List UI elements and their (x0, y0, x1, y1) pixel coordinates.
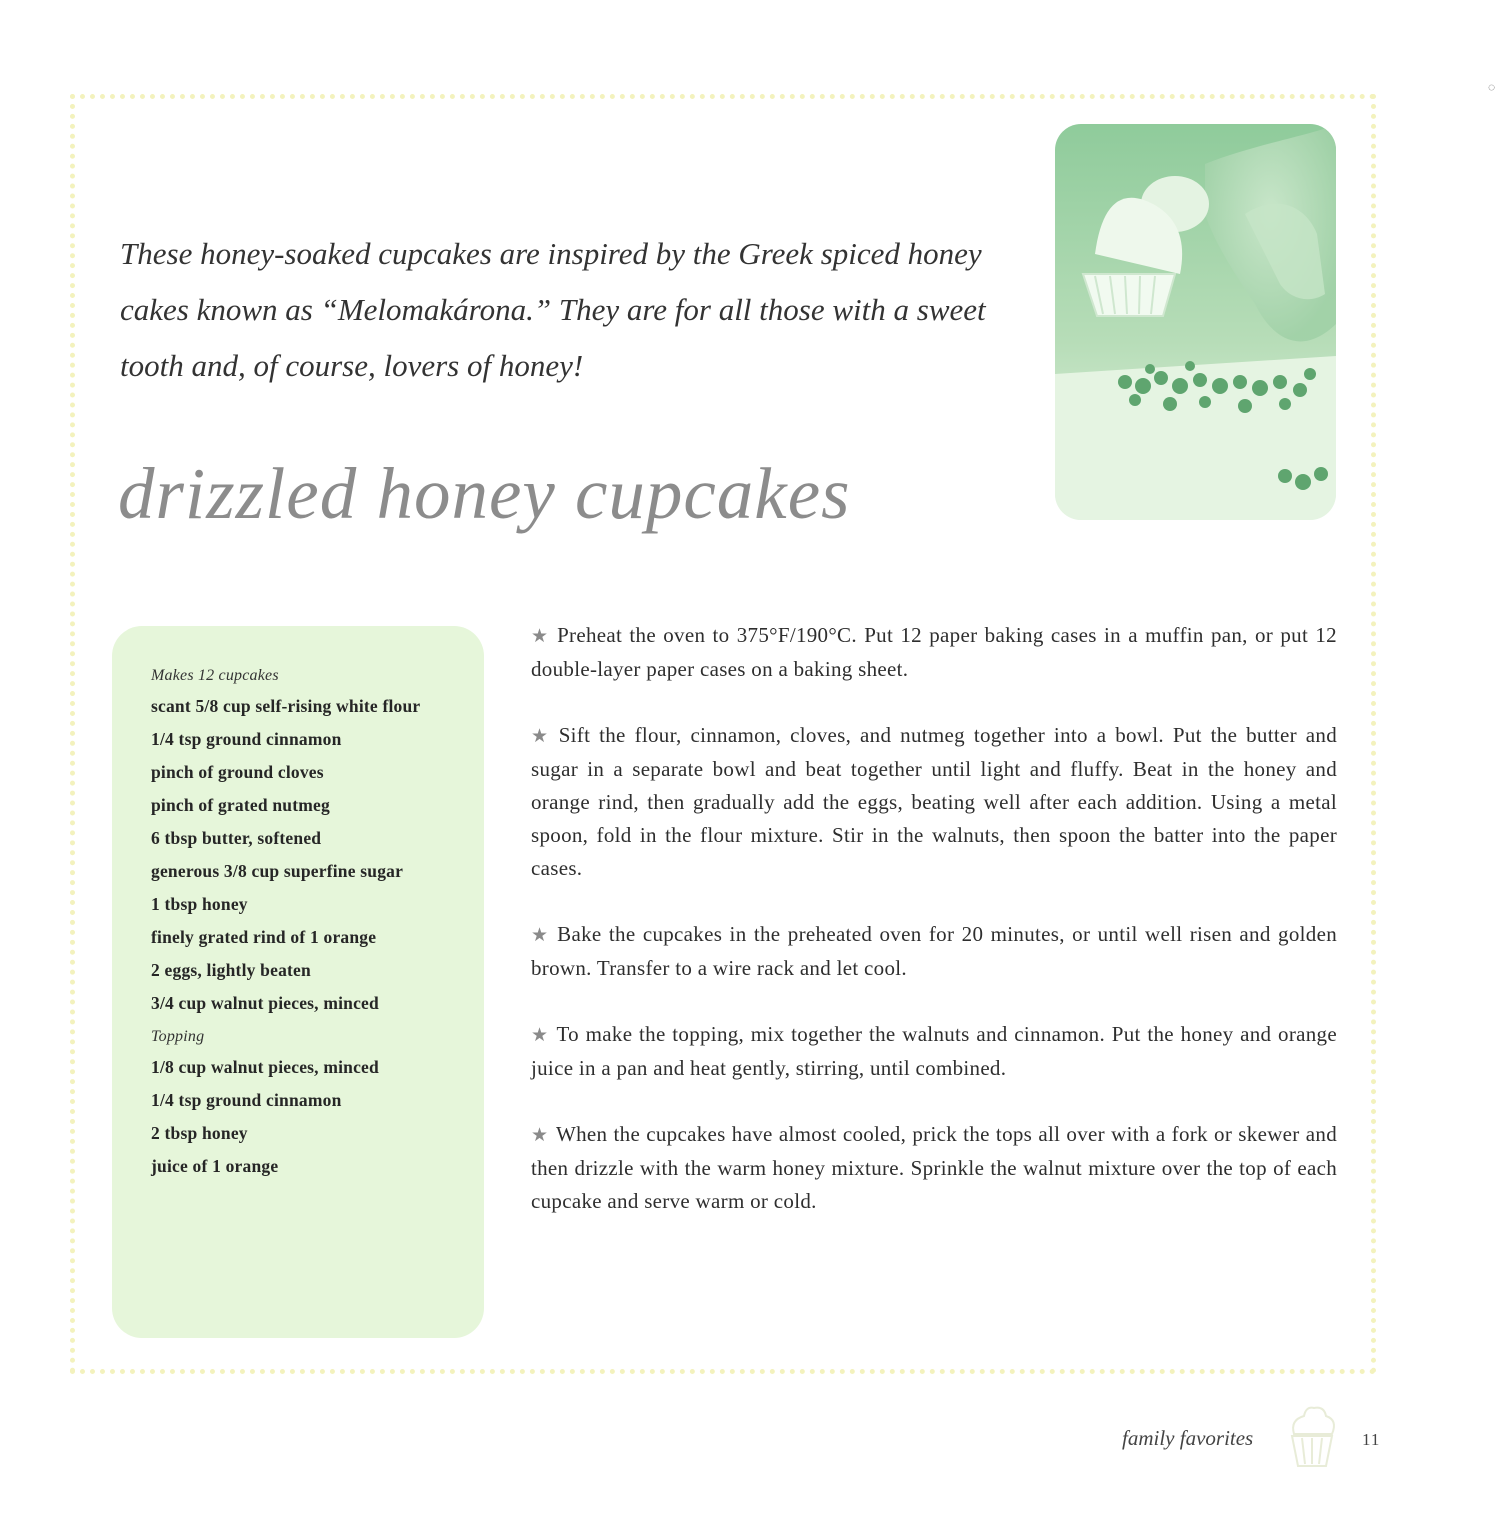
method-steps (531, 619, 1337, 1251)
recipe-intro: These honey-soaked cupcakes are inspired by the Greek spiced honey cakes known as “Melomakárona.” They are for all those with a sweet tooth and, of course, lovers of honey! (120, 236, 986, 383)
ingredient-item: pinch of grated nutmeg (151, 795, 330, 815)
ingredient-item: 1/4 tsp ground cinnamon (151, 729, 342, 749)
ingredient-item: pinch of ground cloves (151, 762, 324, 782)
recipe-photo (1055, 124, 1336, 520)
star-icon: ★ (531, 625, 551, 647)
ingredient-item: finely grated rind of 1 orange (151, 927, 377, 947)
ingredient-item: 1 tbsp honey (151, 894, 248, 914)
step-paragraph (531, 619, 1337, 686)
step-text: Bake the cupcakes in the preheated oven for 20 minutes, or until well risen and golden brown. Transfer to a wire rack and let cool. (531, 922, 1337, 980)
ingredient-item: 3/4 cup walnut pieces, minced (151, 993, 379, 1013)
step-text: Preheat the oven to 375°F/190°C. Put 12 paper baking cases in a muffin pan, or put 12 double-layer paper cases on a baking sheet. (531, 623, 1337, 681)
star-icon: ★ (531, 1024, 550, 1046)
page-number: 11 (1362, 1430, 1381, 1449)
star-icon: ★ (531, 924, 551, 946)
ingredient-item: generous 3/8 cup superfine sugar (151, 861, 404, 881)
recipe-title: drizzled honey cupcakes (118, 453, 851, 534)
step-paragraph (531, 1118, 1337, 1218)
section-label: family favorites (1122, 1426, 1254, 1450)
yield-label: Makes 12 cupcakes (151, 667, 279, 684)
step-text: To make the topping, mix together the walnuts and cinnamon. Put the honey and orange juice in a pan and heat gently, stirring, until combined. (531, 1022, 1337, 1080)
cupcake-photo-image (1055, 124, 1336, 520)
step-text: Sift the flour, cinnamon, cloves, and nutmeg together into a bowl. Put the butter and sugar in a separate bowl and beat together until light and fluffy. Beat in the honey and orange rind, then gradually add the eggs, beating well after each addition. Using a metal spoon, fold in the flour mixture. Stir in the walnuts, then spoon the batter into the paper cases. (531, 723, 1337, 880)
step-text: When the cupcakes have almost cooled, prick the tops all over with a fork or skewer and then drizzle with the warm honey mixture. Sprinkle the walnut mixture over the top of each cupcake and serve warm or cold. (531, 1122, 1337, 1213)
ingredient-item: 2 eggs, lightly beaten (151, 960, 311, 980)
step-paragraph (531, 918, 1337, 985)
topping-item: 1/8 cup walnut pieces, minced (151, 1057, 379, 1077)
star-icon: ★ (531, 725, 552, 747)
topping-item: juice of 1 orange (151, 1156, 279, 1176)
ingredients-list (151, 664, 464, 1178)
ingredient-item: 6 tbsp butter, softened (151, 828, 322, 848)
star-icon: ★ (531, 1124, 549, 1146)
ingredient-item: scant 5/8 cup self-rising white flour (151, 696, 421, 716)
topping-item: 1/4 tsp ground cinnamon (151, 1090, 342, 1110)
step-paragraph (531, 719, 1337, 885)
scan-mark: ◌ (1488, 80, 1496, 94)
ingredients-panel (112, 626, 484, 1338)
topping-item: 2 tbsp honey (151, 1123, 248, 1143)
step-paragraph (531, 1018, 1337, 1085)
cupcake-icon (1280, 1400, 1344, 1470)
topping-label: Topping (151, 1028, 205, 1045)
